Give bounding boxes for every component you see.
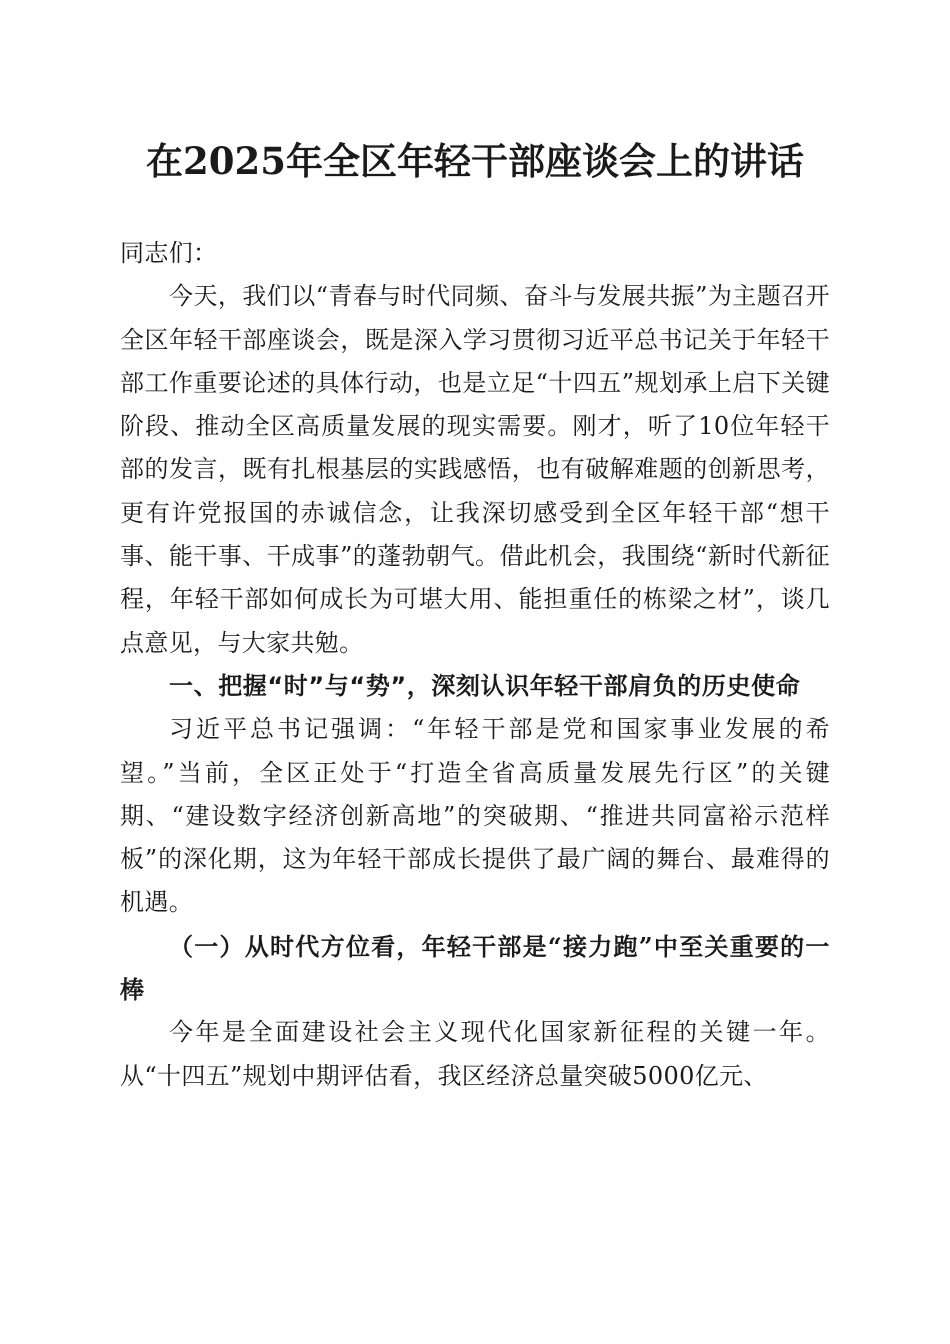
document-body (120, 232, 830, 1098)
section-heading-1: 一、把握“时”与“势”，深刻认识年轻干部肩负的历史使命 (169, 671, 801, 700)
subsection-1-paragraph: 今年是全面建设社会主义现代化国家新征程的关键一年。从“十四五”规划中期评估看，我区经济总量突破5000亿元、 (120, 1018, 830, 1090)
document-title: 在2025年全区年轻干部座谈会上的讲话 (146, 139, 804, 183)
section-1-paragraph: 习近平总书记强调：“年轻干部是党和国家事业发展的希望。”当前，全区正处于“打造全省高质量发展先行区”的关键期、“建设数字经济创新高地”的突破期、“推进共同富裕示范样板”的深化期，这为年轻干部成长提供了最广阔的舞台、最难得的机遇。 (120, 715, 830, 917)
subsection-heading-1: （一）从时代方位看，年轻干部是“接力跑”中至关重要的一棒 (120, 931, 830, 1005)
intro-paragraph: 今天，我们以“青春与时代同频、奋斗与发展共振”为主题召开全区年轻干部座谈会，既是深入学习贯彻习近平总书记关于年轻干部工作重要论述的具体行动，也是立足“十四五”规划承上启下关键阶段、推动全区高质量发展的现实需要。刚才，听了10位年轻干部的发言，既有扎根基层的实践感悟，也有破解难题的创新思考，更有许党报国的赤诚信念，让我深切感受到全区年轻干部“想干事、能干事、干成事”的蓬勃朝气。借此机会，我围绕“新时代新征程，年轻干部如何成长为可堪大用、能担重任的栋梁之材”，谈几点意见，与大家共勉。 (120, 282, 830, 657)
salutation: 同志们： (120, 239, 218, 267)
